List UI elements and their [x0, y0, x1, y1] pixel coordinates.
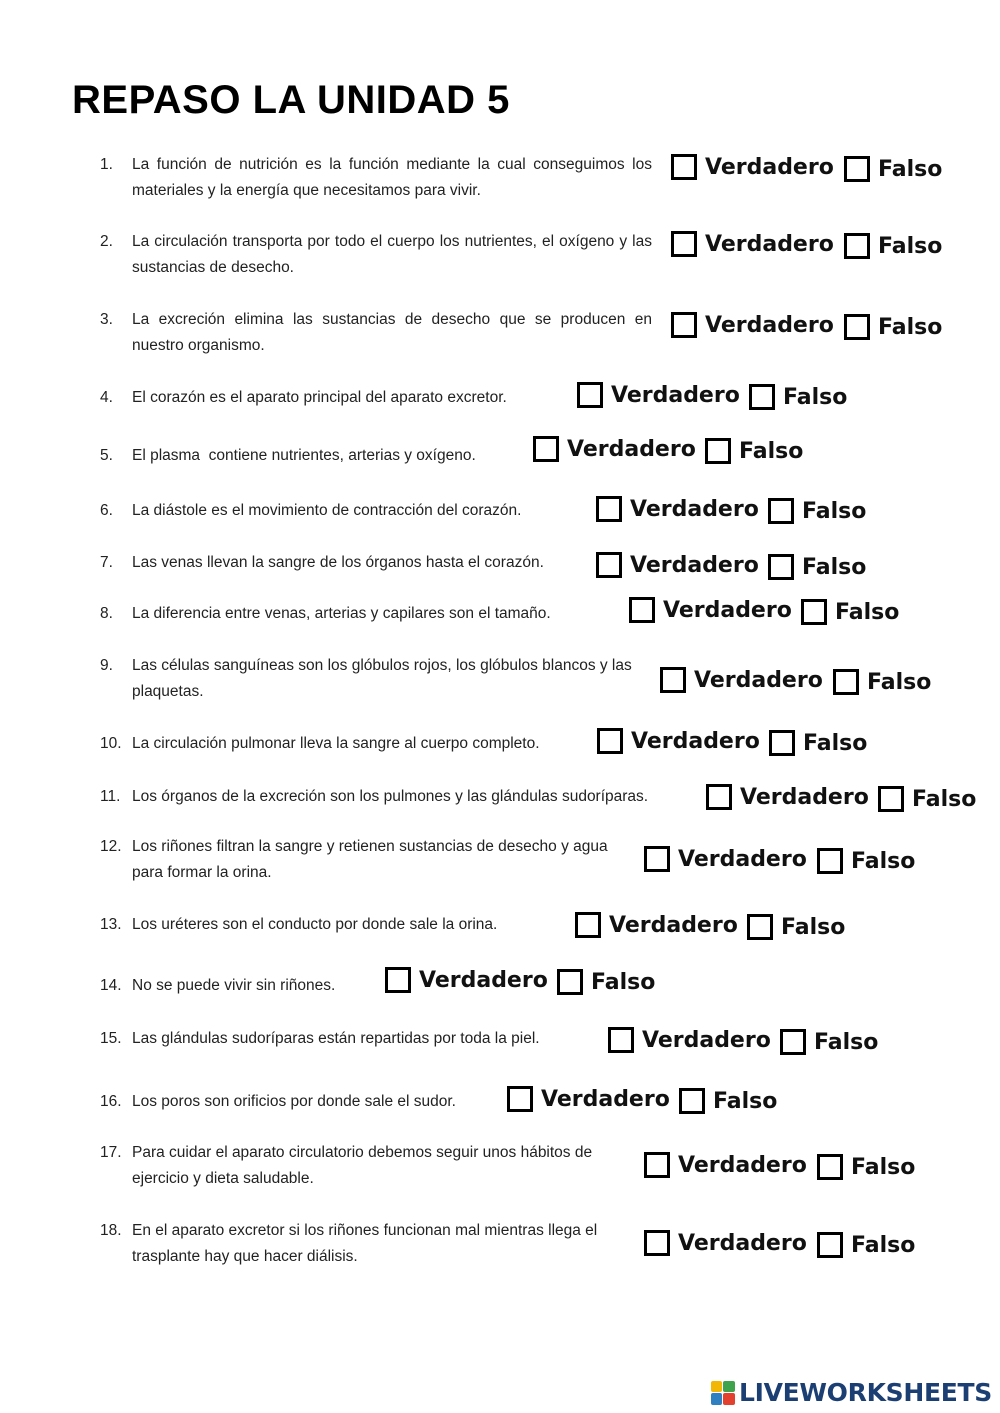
question-number: 7. [100, 554, 113, 571]
checkbox[interactable] [644, 1230, 670, 1256]
option-label: Verdadero [609, 912, 738, 938]
option-label: Verdadero [642, 1027, 771, 1053]
question-number: 6. [100, 502, 113, 519]
checkbox[interactable] [844, 233, 870, 259]
option-false[interactable] [817, 1154, 915, 1180]
checkbox[interactable] [644, 846, 670, 872]
checkbox[interactable] [385, 967, 411, 993]
question-number: 3. [100, 311, 113, 328]
checkbox[interactable] [878, 786, 904, 812]
option-label: Verdadero [705, 231, 834, 257]
checkbox[interactable] [577, 382, 603, 408]
checkbox[interactable] [575, 912, 601, 938]
option-label: Falso [802, 554, 867, 580]
option-true[interactable] [671, 231, 834, 257]
option-true[interactable] [575, 912, 738, 938]
option-false[interactable] [844, 314, 942, 340]
question-text: Para cuidar el aparato circulatorio debemos seguir unos hábitos de ejercicio y dieta saludable. [132, 1144, 593, 1187]
question-number: 18. [100, 1222, 122, 1239]
option-false[interactable] [780, 1029, 878, 1055]
checkbox[interactable] [801, 599, 827, 625]
checkbox[interactable] [768, 498, 794, 524]
question-text: Los poros son orificios por donde sale el sudor. [132, 1093, 456, 1110]
question-text: Las glándulas sudoríparas están repartidas por toda la piel. [132, 1030, 540, 1047]
option-label: Falso [878, 233, 943, 259]
option-true[interactable] [629, 597, 792, 623]
option-true[interactable] [577, 382, 740, 408]
option-label: Verdadero [630, 496, 759, 522]
checkbox[interactable] [660, 667, 686, 693]
question-number: 15. [100, 1030, 122, 1047]
checkbox[interactable] [768, 554, 794, 580]
option-label: Verdadero [740, 784, 869, 810]
page-title: REPASO LA UNIDAD 5 [72, 78, 510, 122]
checkbox[interactable] [817, 1232, 843, 1258]
option-label: Falso [713, 1088, 778, 1114]
checkbox[interactable] [557, 969, 583, 995]
option-true[interactable] [644, 1152, 807, 1178]
question-text: El corazón es el aparato principal del aparato excretor. [132, 389, 507, 406]
question-text: La diferencia entre venas, arterias y capilares son el tamaño. [132, 605, 551, 622]
question-number: 8. [100, 605, 113, 622]
question-number: 1. [100, 156, 113, 173]
option-true[interactable] [596, 496, 759, 522]
question-number: 11. [100, 788, 121, 805]
question-number: 12. [100, 838, 122, 855]
question-number: 4. [100, 389, 113, 406]
option-label: Falso [835, 599, 900, 625]
option-label: Falso [739, 438, 804, 464]
question-text: No se puede vivir sin riñones. [132, 977, 336, 994]
option-false[interactable] [768, 498, 866, 524]
checkbox[interactable] [507, 1086, 533, 1112]
option-false[interactable] [801, 599, 899, 625]
option-true[interactable] [533, 436, 696, 462]
option-label: Verdadero [678, 1152, 807, 1178]
option-label: Falso [781, 914, 846, 940]
checkbox[interactable] [533, 436, 559, 462]
question-text: La excreción elimina las sustancias de desecho que se producen en nuestro organismo. [132, 311, 652, 354]
option-true[interactable] [385, 967, 548, 993]
checkbox[interactable] [671, 231, 697, 257]
option-false[interactable] [817, 848, 915, 874]
option-label: Verdadero [694, 667, 823, 693]
question-number: 14. [100, 977, 122, 994]
option-false[interactable] [769, 730, 867, 756]
option-true[interactable] [660, 667, 823, 693]
question-text: La diástole es el movimiento de contracción del corazón. [132, 502, 522, 519]
option-label: Verdadero [567, 436, 696, 462]
question-number: 13. [100, 916, 122, 933]
option-label: Falso [802, 498, 867, 524]
option-label: Falso [867, 669, 932, 695]
checkbox[interactable] [844, 156, 870, 182]
checkbox[interactable] [596, 552, 622, 578]
checkbox[interactable] [596, 496, 622, 522]
option-true[interactable] [671, 154, 834, 180]
question-text: La circulación transporta por todo el cuerpo los nutrientes, el oxígeno y las sustancias de desecho. [132, 233, 652, 276]
checkbox[interactable] [629, 597, 655, 623]
option-false[interactable] [878, 786, 976, 812]
option-label: Falso [912, 786, 977, 812]
checkbox[interactable] [817, 1154, 843, 1180]
question-text: Las venas llevan la sangre de los órganos hasta el corazón. [132, 554, 544, 571]
question-text: Los uréteres son el conducto por donde sale la orina. [132, 916, 498, 933]
option-true[interactable] [706, 784, 869, 810]
option-label: Falso [851, 848, 916, 874]
question-text: La circulación pulmonar lleva la sangre al cuerpo completo. [132, 735, 540, 752]
option-label: Verdadero [419, 967, 548, 993]
option-true[interactable] [596, 552, 759, 578]
checkbox[interactable] [817, 848, 843, 874]
option-label: Verdadero [678, 1230, 807, 1256]
checkbox[interactable] [747, 914, 773, 940]
brand-name: LIVEWORKSHEETS [738, 1378, 992, 1407]
question-number: 9. [100, 657, 113, 674]
option-label: Verdadero [705, 154, 834, 180]
logo-square [711, 1393, 723, 1405]
question-number: 5. [100, 447, 113, 464]
question-text: En el aparato excretor si los riñones funcionan mal mientras llega el trasplante hay que hacer diálisis. [132, 1222, 598, 1265]
checkbox[interactable] [749, 384, 775, 410]
option-label: Falso [878, 156, 943, 182]
option-false[interactable] [747, 914, 845, 940]
option-true[interactable] [671, 312, 834, 338]
checkbox[interactable] [608, 1027, 634, 1053]
option-label: Falso [591, 969, 656, 995]
question-text: Las células sanguíneas son los glóbulos rojos, los glóbulos blancos y las plaquetas. [132, 657, 632, 700]
question-text: Los riñones filtran la sangre y retienen sustancias de desecho y agua para formar la orina. [132, 838, 608, 881]
option-true[interactable] [608, 1027, 771, 1053]
option-false[interactable] [705, 438, 803, 464]
option-true[interactable] [644, 1230, 807, 1256]
checkbox[interactable] [671, 154, 697, 180]
option-false[interactable] [749, 384, 847, 410]
option-label: Verdadero [630, 552, 759, 578]
question-number: 16. [100, 1093, 122, 1110]
option-label: Falso [814, 1029, 879, 1055]
option-false[interactable] [679, 1088, 777, 1114]
logo-square [723, 1381, 735, 1393]
question-number: 10. [100, 735, 122, 752]
checkbox[interactable] [597, 728, 623, 754]
option-label: Falso [878, 314, 943, 340]
checkbox[interactable] [644, 1152, 670, 1178]
option-true[interactable] [644, 846, 807, 872]
option-true[interactable] [507, 1086, 670, 1112]
question-text: La función de nutrición es la función mediante la cual conseguimos los materiales y la energía que necesitamos para vivir. [132, 156, 652, 199]
option-false[interactable] [768, 554, 866, 580]
checkbox[interactable] [844, 314, 870, 340]
checkbox[interactable] [833, 669, 859, 695]
option-false[interactable] [844, 233, 942, 259]
question-text: El plasma contiene nutrientes, arterias y oxígeno. [132, 447, 476, 464]
checkbox[interactable] [706, 784, 732, 810]
question-text: Los órganos de la excreción son los pulmones y las glándulas sudoríparas. [132, 788, 649, 805]
option-true[interactable] [597, 728, 760, 754]
option-label: Verdadero [705, 312, 834, 338]
logo-square [723, 1393, 735, 1405]
question-number: 2. [100, 233, 113, 250]
checkbox[interactable] [679, 1088, 705, 1114]
option-label: Verdadero [541, 1086, 670, 1112]
option-label: Verdadero [631, 728, 760, 754]
logo-square [711, 1381, 723, 1393]
liveworksheets-icon [711, 1381, 735, 1405]
option-label: Verdadero [678, 846, 807, 872]
checkbox[interactable] [769, 730, 795, 756]
option-label: Verdadero [611, 382, 740, 408]
question-number: 17. [100, 1144, 122, 1161]
option-false[interactable] [844, 156, 942, 182]
checkbox[interactable] [671, 312, 697, 338]
checkbox[interactable] [705, 438, 731, 464]
brand-logo-link[interactable] [711, 1378, 992, 1407]
option-label: Falso [851, 1154, 916, 1180]
option-label: Falso [783, 384, 848, 410]
option-label: Falso [803, 730, 868, 756]
option-false[interactable] [557, 969, 655, 995]
checkbox[interactable] [780, 1029, 806, 1055]
option-false[interactable] [833, 669, 931, 695]
option-label: Verdadero [663, 597, 792, 623]
option-false[interactable] [817, 1232, 915, 1258]
option-label: Falso [851, 1232, 916, 1258]
